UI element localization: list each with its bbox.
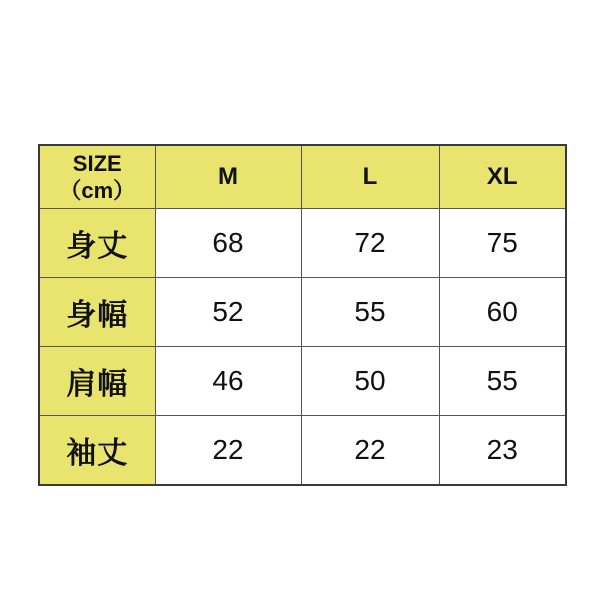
table-cell: 55	[439, 347, 566, 416]
table-cell: 22	[155, 416, 301, 486]
column-header-l: L	[301, 145, 439, 209]
table-row-body-width	[39, 278, 566, 347]
table-cell: 75	[439, 209, 566, 278]
table-cell: 50	[301, 347, 439, 416]
table-cell: 46	[155, 347, 301, 416]
corner-header-cell	[39, 145, 155, 209]
table-cell: 72	[301, 209, 439, 278]
size-label: SIZE	[72, 150, 122, 176]
table-row-sleeve-length	[39, 416, 566, 486]
row-label-body-length: 身丈	[39, 209, 155, 278]
row-label-shoulder-width: 肩幅	[39, 347, 155, 416]
table-cell: 60	[439, 278, 566, 347]
row-label-body-width: 身幅	[39, 278, 155, 347]
unit-label: （cm）	[59, 178, 136, 203]
table-row-body-length	[39, 209, 566, 278]
table-cell: 23	[439, 416, 566, 486]
row-label-sleeve-length: 袖丈	[39, 416, 155, 486]
table-cell: 55	[301, 278, 439, 347]
table-row-shoulder-width	[39, 347, 566, 416]
column-header-xl: XL	[439, 145, 566, 209]
table-cell: 52	[155, 278, 301, 347]
size-chart-table	[38, 144, 567, 486]
table-header-row	[39, 145, 566, 209]
column-header-m: M	[155, 145, 301, 209]
table-cell: 68	[155, 209, 301, 278]
table-cell: 22	[301, 416, 439, 486]
